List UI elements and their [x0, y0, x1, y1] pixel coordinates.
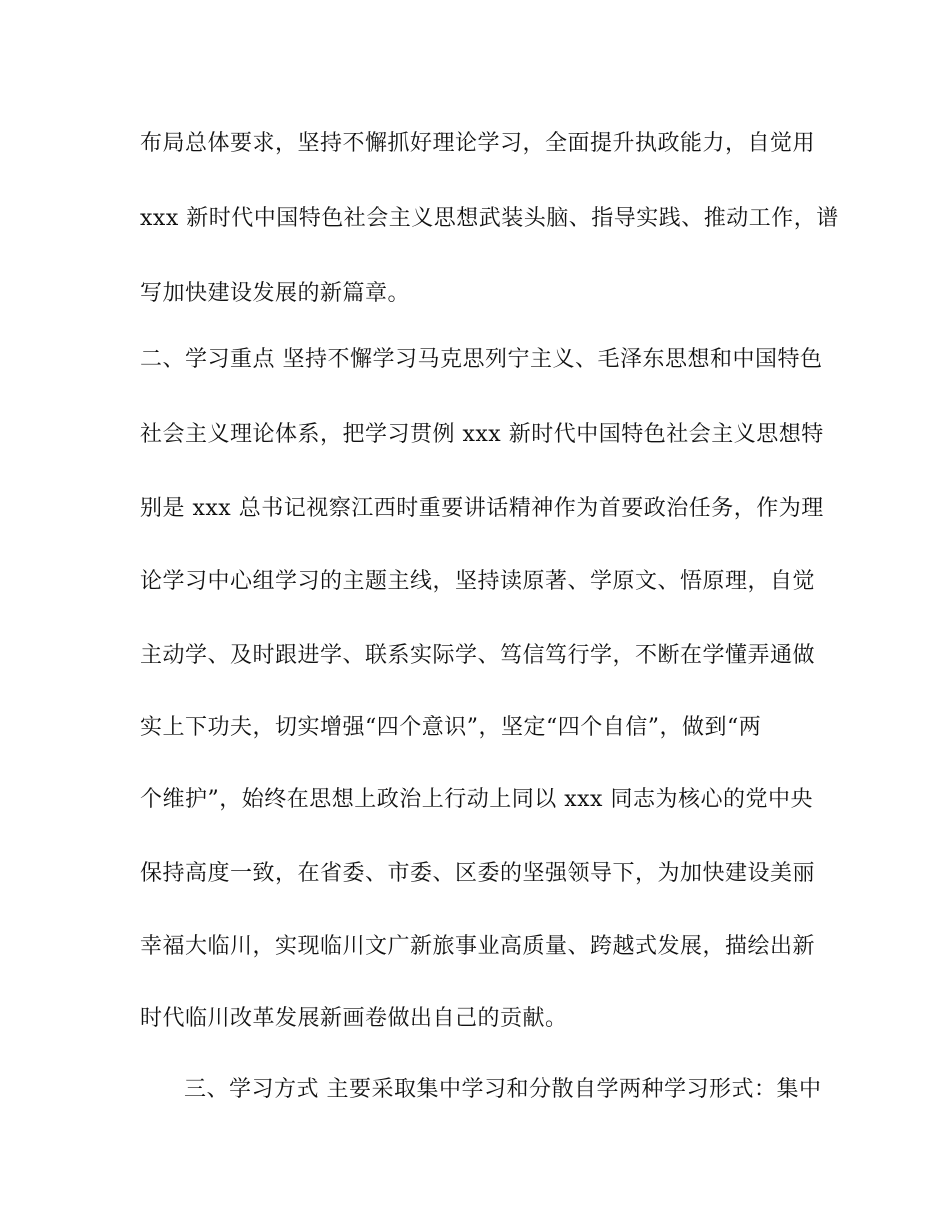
text-line: 个维护”，始终在思想上政治上行动上同以 xxx 同志为核心的党中央	[140, 787, 813, 812]
text-line: 社会主义理论体系，把学习贯例 xxx 新时代中国特色社会主义思想特	[140, 422, 824, 447]
section-heading-line: 三、学习方式 主要采取集中学习和分散自学两种学习形式：集中	[184, 1077, 822, 1102]
text-line: 幸福大临川，实现临川文广新旅事业高质量、跨越式发展，描绘出新	[140, 934, 816, 959]
text-line: 论学习中心组学习的主题主线，坚持读原著、学原文、悟原理，自觉	[140, 569, 816, 594]
text-line: 别是 xxx 总书记视察江西时重要讲话精神作为首要政治任务，作为理	[140, 496, 824, 521]
text-line: 布局总体要求，坚持不懈抓好理论学习，全面提升执政能力，自觉用	[140, 131, 816, 156]
text-line: 实上下功夫，切实增强“四个意识”，坚定“四个自信”，做到“两	[140, 715, 762, 740]
text-line: xxx 新时代中国特色社会主义思想武装头脑、指导实践、推动工作，谱	[140, 206, 839, 231]
text-line: 保持高度一致，在省委、市委、区委的坚强领导下，为加快建设美丽	[140, 861, 816, 886]
text-line: 写加快建设发展的新篇章。	[140, 281, 411, 306]
text-line: 主动学、及时跟进学、联系实际学、笃信笃行学，不断在学懂弄通做	[140, 643, 816, 668]
text-line: 时代临川改革发展新画卷做出自己的贡献。	[140, 1006, 568, 1031]
section-heading-line: 二、学习重点 坚持不懈学习马克思列宁主义、毛泽东思想和中国特色	[140, 347, 823, 372]
